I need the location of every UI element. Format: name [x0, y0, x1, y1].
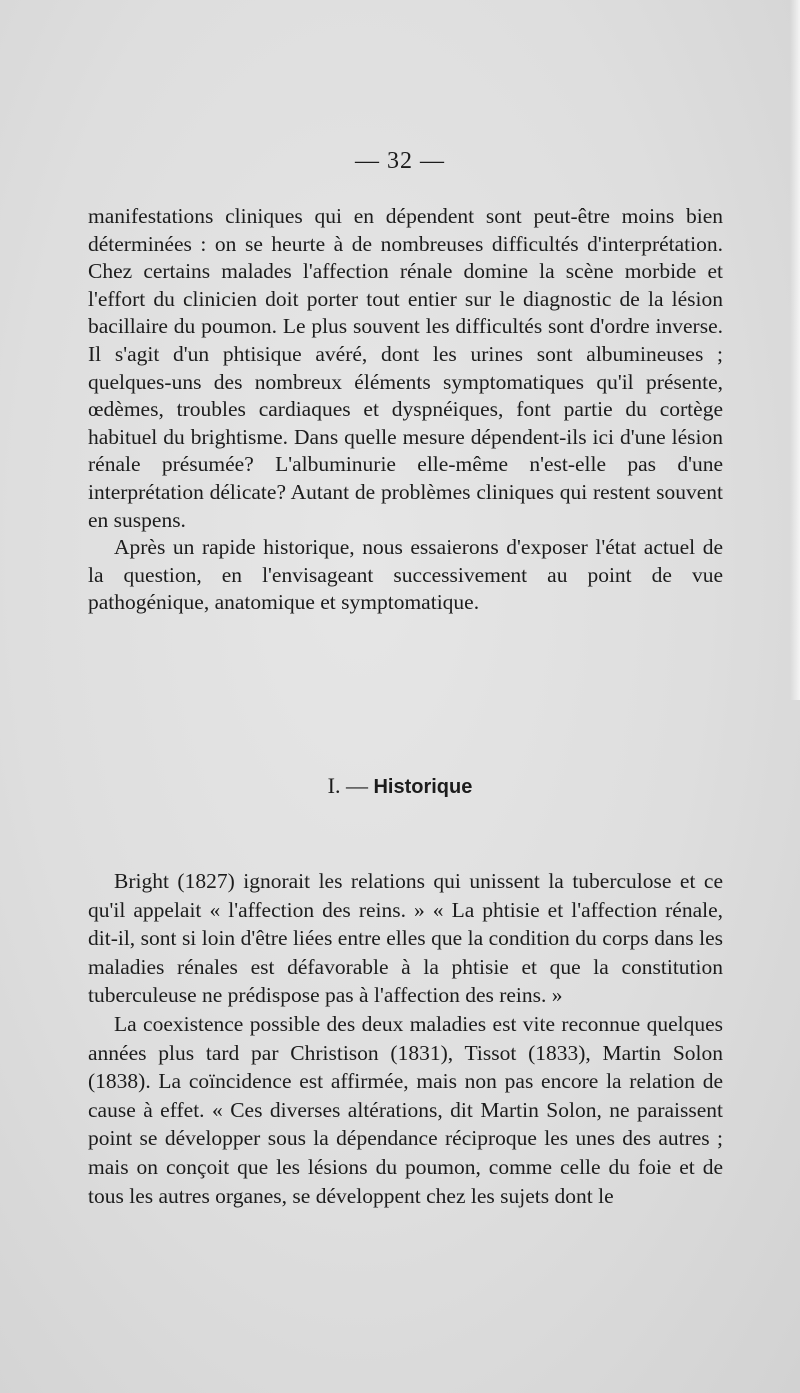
- body-paragraph-1: Bright (1827) ignorait les relations qui unissent la tuberculose et ce qu'il appelait « l'affection des reins. » « La phtisie et l'affection rénale, dit-il, sont si loin d'être liées entre elles que la condition du corps dans les maladies rénales est défavorable à la phtisie et que la constitution tuberculeuse ne prédispose pas à l'affection des reins. »: [88, 869, 723, 1008]
- body-paragraph-2: La coexistence possible des deux maladies est vite reconnue quelques années plus tard par Christison (1831), Tissot (1833), Martin Solon (1838). La coïncidence est affirmée, mais non pas encore la relation de cause à effet. « Ces diverses altérations, dit Martin Solon, ne paraissent point se développer sous la dépendance réciproque les unes des autres ; mais on conçoit que les lésions du poumon, comme celle du foie et de tous les autres organes, se développent chez les sujets dont le: [88, 1011, 723, 1208]
- section-number: I.: [327, 773, 341, 798]
- historique-text: [88, 867, 723, 1210]
- intro-text: [88, 203, 723, 617]
- section-heading: [0, 773, 800, 799]
- intro-paragraph-1: manifestations cliniques qui en dépendent sont peut-être moins bien déterminées : on se heurte à de nombreuses difficultés d'interprétation. Chez certains malades l'affection rénale domine la scène morbide et l'effort du clinicien doit porter tout entier sur le diagnostic de la lésion bacillaire du poumon. Le plus souvent les difficultés sont d'ordre inverse. Il s'agit d'un phtisique avéré, dont les urines sont albumineuses ; quelques-uns des nombreux éléments symptomatiques qu'il présente, œdèmes, troubles cardiaques et dyspnéiques, font partie du cortège habituel du brightisme. Dans quelle mesure dépendent-ils ici d'une lésion rénale présumée? L'albuminurie elle-même n'est-elle pas d'une interprétation délicate? Autant de problèmes cliniques qui restent souvent en suspens.: [88, 204, 723, 532]
- page-number: — 32 —: [355, 148, 445, 174]
- section-dash: —: [345, 773, 368, 798]
- page-edge: [790, 0, 800, 700]
- section-title: Historique: [373, 776, 473, 798]
- intro-paragraph-2: Après un rapide historique, nous essaierons d'exposer l'état actuel de la question, en l'envisageant successivement au point de vue pathogénique, anatomique et symptomatique.: [88, 535, 723, 615]
